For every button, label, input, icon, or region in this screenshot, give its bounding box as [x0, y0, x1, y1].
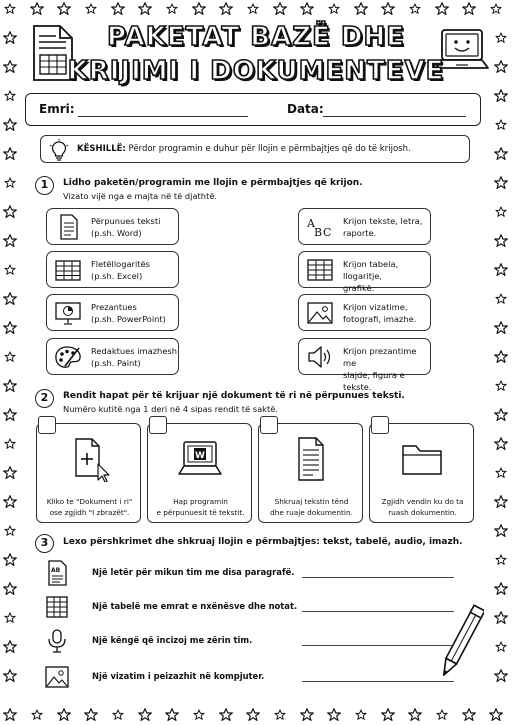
border-star — [436, 3, 449, 15]
section-2-title: Rendit hapat për të krijuar një dokument të ri në përpunues teksti. — [63, 391, 405, 401]
table-icon — [305, 257, 335, 283]
step-card-choose-location — [369, 423, 474, 523]
tip-text-line — [77, 144, 411, 154]
answer-line[interactable] — [302, 611, 454, 612]
worksheet-title-line-2: KRIJIMI I DOKUMENTEVE — [67, 56, 445, 86]
step-description-cont: ose zgjidh "I zbrazët". — [49, 508, 130, 517]
answer-line[interactable] — [302, 681, 454, 682]
program-card-paint[interactable] — [46, 338, 179, 375]
border-star — [495, 583, 508, 595]
border-star — [491, 4, 501, 14]
step-card-write-save — [258, 423, 363, 523]
description-text: Një letër për mikun tim me disa paragrafë. — [92, 567, 295, 577]
border-star — [4, 496, 17, 508]
svg-text:AB: AB — [51, 567, 61, 574]
description-text: Një tabelë me emrat e nxënësve dhe notat. — [92, 601, 298, 611]
border-star — [495, 351, 508, 363]
program-card-excel[interactable] — [46, 251, 179, 288]
section-1-number: 1 — [35, 176, 54, 195]
border-star — [5, 4, 15, 14]
program-example: (p.sh. Word) — [91, 228, 142, 238]
program-example: (p.sh. Paint) — [91, 358, 141, 368]
letter-icon — [44, 560, 70, 586]
microphone-icon — [44, 628, 70, 654]
border-star — [496, 294, 506, 304]
border-star — [220, 3, 233, 15]
border-star — [4, 554, 17, 566]
border-star — [409, 709, 422, 721]
border-star — [5, 178, 15, 188]
border-star — [248, 4, 258, 14]
landscape-image-icon — [44, 664, 70, 690]
border-star — [167, 4, 177, 14]
svg-text:A: A — [307, 217, 315, 230]
border-star — [275, 710, 285, 720]
answer-line[interactable] — [302, 577, 454, 578]
step-description: Hap programin — [173, 497, 228, 506]
border-star — [4, 709, 17, 721]
border-star — [496, 381, 506, 391]
border-star — [410, 4, 420, 14]
border-star — [85, 709, 98, 721]
content-description-cont: raporte. — [343, 228, 377, 238]
section-2-number: 2 — [35, 389, 54, 408]
border-star — [463, 3, 476, 15]
border-star — [58, 709, 71, 721]
border-star — [5, 91, 15, 101]
border-star — [4, 293, 17, 305]
content-description: Krijon tabela, llogaritje, — [343, 259, 399, 281]
lightbulb-icon — [49, 139, 69, 161]
border-star — [4, 235, 17, 247]
border-star — [356, 710, 366, 720]
step-description-cont: dhe ruaje dokumentin. — [270, 508, 353, 517]
laptop-word-icon — [175, 436, 225, 482]
border-star — [4, 380, 17, 392]
border-star — [495, 148, 508, 160]
border-star — [495, 90, 508, 102]
border-star — [382, 709, 395, 721]
answer-line[interactable] — [302, 645, 454, 646]
section-3-title: Lexo përshkrimet dhe shkruaj llojin e përmbajtjes: tekst, tabelë, audio, imazh. — [63, 537, 463, 547]
border-star — [495, 525, 508, 537]
step-description: Shkruaj tekstin tënd — [274, 497, 349, 506]
date-field[interactable] — [323, 116, 466, 117]
name-label: Emri: — [39, 102, 75, 116]
section-3-number: 3 — [35, 534, 54, 553]
step-description-cont: e përpunuesit të tekstit. — [156, 508, 245, 517]
content-description: Krijon tekste, letra, — [343, 216, 423, 226]
border-star — [113, 710, 123, 720]
step-number-box[interactable] — [38, 416, 56, 434]
border-star — [4, 641, 17, 653]
program-example: (p.sh. Excel) — [91, 271, 143, 281]
border-star — [32, 710, 42, 720]
border-star — [382, 3, 395, 15]
border-star — [496, 555, 506, 565]
program-card-powerpoint[interactable] — [46, 294, 179, 331]
border-star — [166, 709, 179, 721]
table-icon — [44, 594, 70, 620]
border-star — [495, 322, 508, 334]
tip-box — [40, 135, 470, 163]
speaker-icon — [305, 344, 335, 370]
border-star — [112, 3, 125, 15]
step-description: Zgjidh vendin ku do ta — [381, 497, 464, 506]
border-star — [247, 709, 260, 721]
border-star — [496, 207, 506, 217]
border-star — [495, 235, 508, 247]
border-star — [139, 3, 152, 15]
step-card-new-document — [36, 423, 141, 523]
step-number-box[interactable] — [371, 416, 389, 434]
border-star — [463, 709, 476, 721]
tip-label: KËSHILLË: — [77, 144, 126, 154]
date-label: Data: — [287, 102, 324, 116]
border-star — [5, 265, 15, 275]
program-example: (p.sh. PowerPoint) — [91, 314, 166, 324]
border-star — [5, 352, 15, 362]
border-star — [194, 710, 204, 720]
border-star — [329, 4, 339, 14]
content-description-cont: fotografi, imazhe. — [343, 314, 417, 324]
svg-text:B: B — [314, 226, 323, 239]
border-star — [193, 3, 206, 15]
border-star — [301, 709, 314, 721]
program-card-word[interactable] — [46, 208, 179, 245]
border-star — [496, 642, 506, 652]
border-star — [301, 3, 314, 15]
new-document-click-icon — [64, 436, 114, 482]
content-description: Krijon prezantime me — [343, 346, 417, 368]
program-name: Përpunues teksti — [91, 216, 161, 226]
section-1-subtitle: Vizato vijë nga e majta në të djathtë. — [63, 191, 218, 201]
border-star — [437, 710, 447, 720]
description-row — [44, 628, 464, 654]
description-row — [44, 560, 464, 586]
abc-text-icon — [305, 214, 335, 240]
border-star — [495, 670, 508, 682]
program-name: Prezantues — [91, 302, 137, 312]
border-star — [495, 409, 508, 421]
content-card-text[interactable] — [298, 208, 431, 245]
svg-text:C: C — [323, 226, 332, 239]
border-star — [495, 438, 508, 450]
program-name: Redaktues imazhesh — [91, 346, 177, 356]
border-star — [86, 4, 96, 14]
folder-icon — [397, 436, 447, 482]
worksheet-title-line-1: PAKETAT BAZË DHE — [106, 22, 405, 52]
border-star — [220, 709, 233, 721]
border-star — [5, 439, 15, 449]
step-description: Kliko te "Dokument i ri" — [46, 497, 133, 506]
border-star — [4, 467, 17, 479]
paint-palette-icon — [53, 344, 83, 370]
step-number-box[interactable] — [260, 416, 278, 434]
border-star — [4, 119, 17, 131]
tip-text: Përdor programin e duhur për llojin e përmbajtjes që do të krijosh. — [128, 144, 411, 154]
border-star — [139, 709, 152, 721]
border-star — [496, 468, 506, 478]
written-document-icon — [286, 436, 336, 482]
border-star — [4, 148, 17, 160]
section-1-title: Lidho paketën/programin me llojin e përmbajtjes që krijon. — [63, 178, 363, 188]
border-star — [4, 322, 17, 334]
program-name: Fletëllogaritës — [91, 259, 150, 269]
content-description-cont: grafikë. — [343, 283, 375, 293]
border-star — [5, 526, 15, 536]
step-description-cont: ruash dokumentin. — [388, 508, 457, 517]
border-star — [4, 206, 17, 218]
step-number-box[interactable] — [149, 416, 167, 434]
border-star — [490, 709, 503, 721]
border-star — [4, 409, 17, 421]
border-star — [495, 177, 508, 189]
description-text: Një vizatim i peizazhit në kompjuter. — [92, 671, 265, 681]
pencil-icon — [440, 600, 484, 686]
content-description: Krijon vizatime, — [343, 302, 408, 312]
border-star — [5, 613, 15, 623]
document-icon — [53, 214, 83, 240]
description-row — [44, 664, 464, 690]
border-star — [58, 3, 71, 15]
content-card-image[interactable] — [298, 294, 431, 331]
border-star — [31, 3, 44, 15]
border-star — [4, 670, 17, 682]
word-logo: W — [195, 451, 205, 461]
border-star — [495, 496, 508, 508]
border-star — [495, 612, 508, 624]
description-text: Një këngë që incizoj me zërin tim. — [92, 635, 253, 645]
border-star — [495, 264, 508, 276]
name-field[interactable] — [78, 116, 248, 117]
content-description-cont: slajde, figura e tekste. — [343, 370, 405, 392]
content-card-table[interactable] — [298, 251, 431, 293]
image-icon — [305, 300, 335, 326]
border-star — [355, 3, 368, 15]
spreadsheet-icon — [53, 257, 83, 283]
step-card-open-program — [147, 423, 252, 523]
section-2-subtitle: Numëro kutitë nga 1 deri në 4 sipas rendit të saktë. — [63, 404, 278, 414]
presentation-icon — [53, 300, 83, 326]
content-card-presentation[interactable] — [298, 338, 431, 392]
border-star — [4, 583, 17, 595]
description-row — [44, 594, 464, 620]
border-star — [328, 709, 341, 721]
border-star — [496, 120, 506, 130]
border-star — [274, 3, 287, 15]
name-date-bar — [25, 93, 481, 126]
